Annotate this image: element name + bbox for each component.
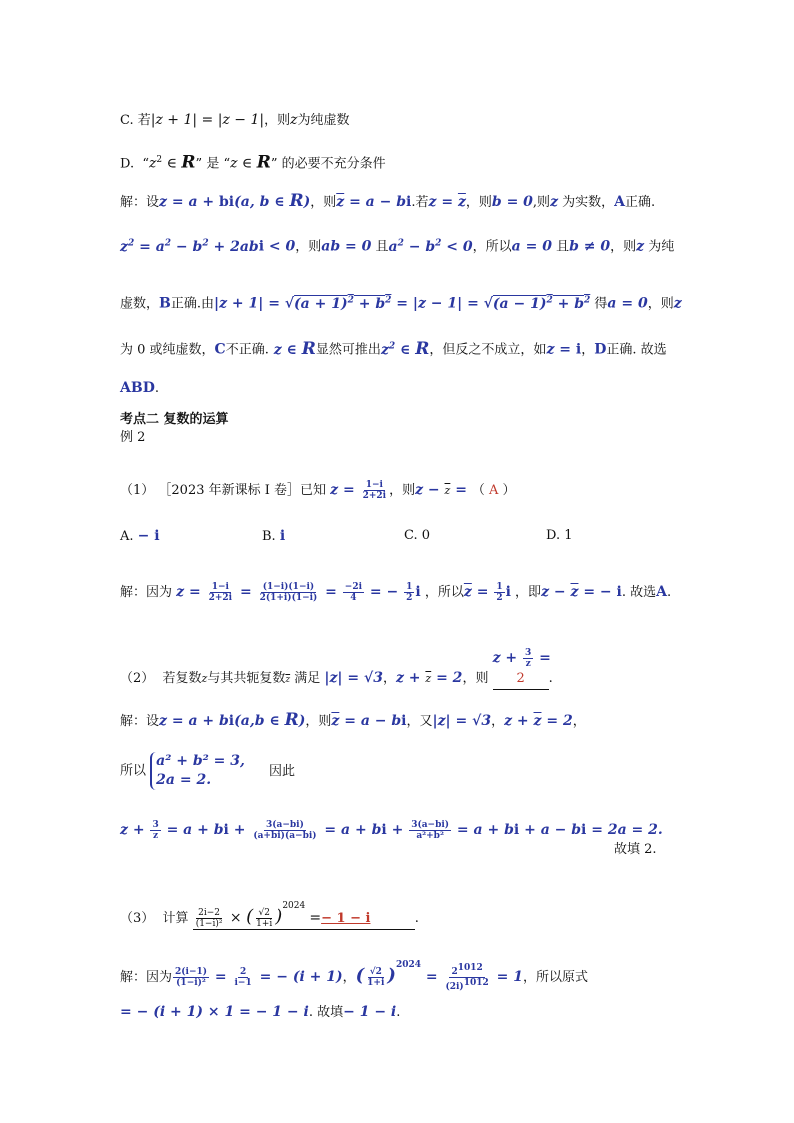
- solution3-system: 所以 a² + b² = 3, 2a = 2. 因此: [120, 753, 296, 788]
- option-c: C. 若|z + 1| = |z − 1|，则z为纯虚数: [120, 112, 350, 128]
- solution3-line1: 解：设z = a + bi(a,b ∈ R)，则$\overline{z} = a$ − bi，又|z| = √3，$z + \overline{z} = 2$，: [120, 710, 586, 730]
- solution4-line1: 解：因为 $\frac{2(i-1)}{\text{(1−i)²}}$ = $\frac{2}{i-1}$ = − (i + 1)，( $\frac{√2}{1+i}$ )$^{2024}$ = $\frac{2^{1012}}{(2i)^{1012}}$ = 1，所以原式: [120, 960, 588, 992]
- q1-answer: A: [488, 483, 499, 498]
- solution3-fill: 故填 2.: [614, 842, 657, 857]
- solution3-line3: z + $\frac{3}{z}$ = a + bi + $\frac{3(a-bi)}{(a+bi)(a-bi)}$ = a + bi + $\frac{3(a-bi)}{\text{a²+b²}}$ = a + bi + a − bi = 2a = 2.: [120, 820, 663, 841]
- q1-option-d: D. 1: [546, 528, 573, 543]
- q1-option-c: C. 0: [404, 528, 431, 543]
- question-3: （3） 计算 $\frac{2i-2}{\text{(1−i)²}}$ × ( $\frac{√2}{1+i}$ )$^{2024}$ =− 1 − i .: [120, 896, 419, 930]
- option-d: D. “$z^2$ ∈ R” 是 “z ∈ R” 的必要不充分条件: [120, 152, 386, 173]
- solution1-line5: ABD.: [120, 380, 159, 396]
- solution1-line1: 解：设z = a + bi(a, b ∈ R)，则$\overline{z} = a$ − bi.若$z = \overline{z}$，则b = 0,则z 为实数，A正确.: [120, 191, 656, 211]
- question-1: （1） ［2023 年新课标 I 卷］已知 z = $\frac{1-i}{2+2i}$ ，则$z - \overline{z}$ = （ A ）: [120, 480, 516, 501]
- section-heading: 考点二 复数的运算: [120, 412, 229, 427]
- solution2: 解：因为 z = $\frac{1-i}{2+2i}$ = $\frac{(1-i)(1-i)}{2(1+i)(1-i)}$ = $\frac{-2i}{4}$ = − $\frac{1}{2}$ i ，所以$\overline{z}$ = $\frac{1}{2}$ i ，即$z - \overline{z}$ = − i. 故选A.: [120, 582, 672, 603]
- solution4-line2: = − (i + 1) × 1 = − 1 − i. 故填− 1 − i.: [120, 1004, 401, 1020]
- solution1-line3: 虚数，B正确.由$|z + 1| = √(a + 1)^2 + b^2 = |z - 1| = √(a - 1)^2 + b^2$ 得a = 0，则z: [120, 295, 682, 312]
- example-label: 例 2: [120, 430, 146, 445]
- q1-option-b: B. i: [262, 528, 286, 544]
- system-eq1: a² + b² = 3,: [156, 753, 245, 769]
- q3-answer: − 1 − i: [321, 911, 371, 926]
- q2-answer: 2: [516, 671, 525, 686]
- solution1-line4: 为 0 或纯虚数，C不正确. z ∈ R显然可推出$z^2$ ∈ R，但反之不成立，如z = i，D正确. 故选: [120, 338, 667, 359]
- system-eq2: 2a = 2.: [156, 772, 212, 788]
- question-2: （2） 若复数z与其共轭复数$\overline{z}$ 满足 |z| = √3，$z + \overline{z} = 2$，则 z + $\frac{3}{z}$ = 2 .: [120, 648, 553, 690]
- q1-option-a: A. − i: [120, 528, 160, 544]
- solution1-line2: $z^2 = a^2 - b^2 + 2abi < 0$，则ab = 0 且$a^2 - b^2 < 0$，所以a = 0 且b ≠ 0，则z 为纯: [120, 238, 675, 255]
